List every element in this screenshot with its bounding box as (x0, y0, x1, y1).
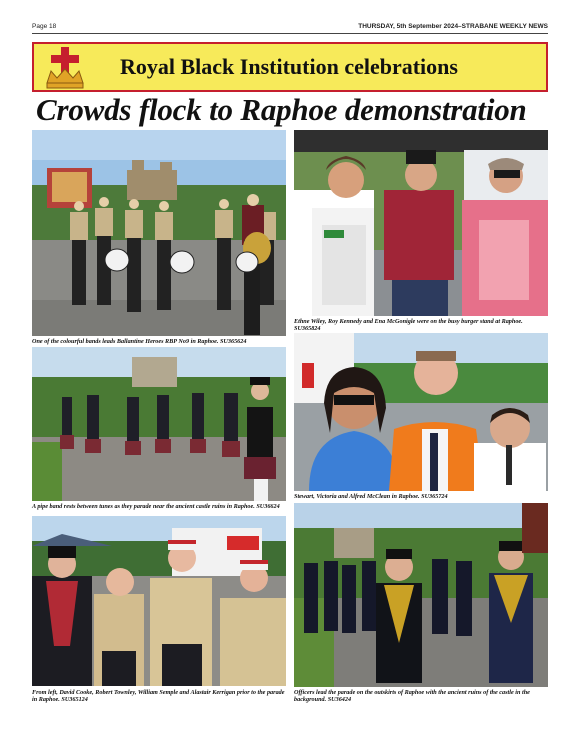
photo-four-men (32, 516, 286, 686)
crowned-cross-emblem-icon (40, 45, 90, 91)
photo-pipe-band (32, 347, 286, 501)
caption-5: From left, David Cooke, Robert Townley, William Semple and Alastair Kerrigan prior to the parade in Raphoe. SU365124 (32, 689, 285, 704)
header-rule (32, 33, 548, 34)
caption-6: Officers lead the parade on the outskirts of Raphoe with the ancient ruins of the castle in the background. SU36424 (294, 689, 530, 704)
caption-2: Ethne Wiley, Roy Kennedy and Ena McGonigle were on the busy burger stand at Raphoe. SU365824 (294, 318, 523, 333)
caption-3: A pipe band rests between tunes as they parade near the ancient castle ruins in Raphoe. SU36624 (32, 503, 280, 510)
caption-1: One of the colourful bands leads Ballantine Heroes RBP No9 in Raphoe. SU365624 (32, 338, 247, 345)
photo-burger-stand (294, 130, 548, 316)
banner-title: Royal Black Institution celebrations (120, 54, 458, 79)
headline: Crowds flock to Raphoe demonstration (36, 92, 527, 127)
caption-4: Stewart, Victoria and Alfred McClean in Raphoe. SU365724 (294, 493, 448, 500)
section-banner (32, 42, 548, 92)
photo-band-parade (32, 130, 286, 336)
photo-mcclean-family (294, 333, 548, 491)
photo-officers-parade (294, 503, 548, 687)
page-number: Page 18 (32, 23, 57, 30)
issue-line: THURSDAY, 5th September 2024–STRABANE WEEKLY NEWS (358, 23, 548, 30)
